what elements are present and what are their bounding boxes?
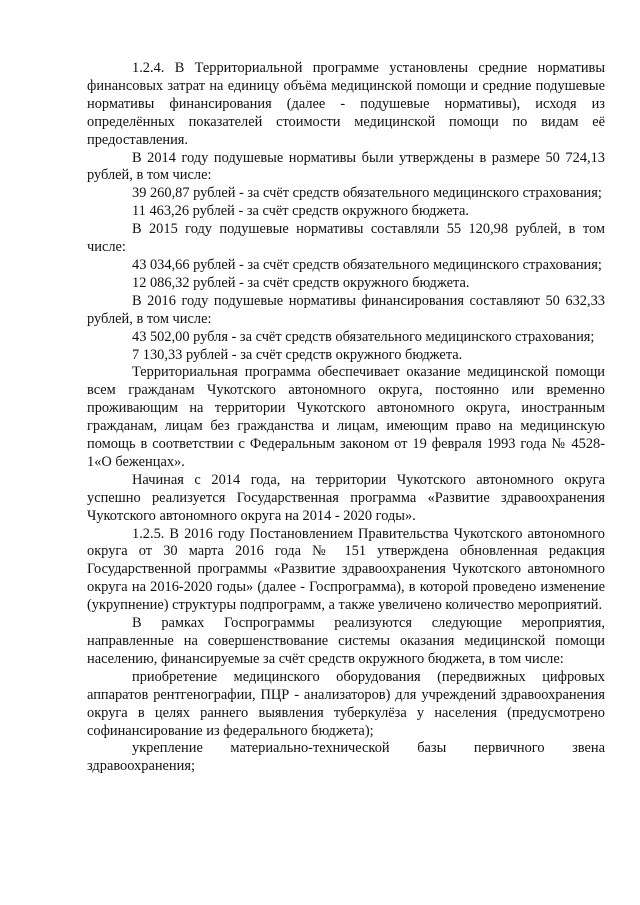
paragraph-infrastructure: укрепление материально-технической базы первичного звена здравоохранения; [87,740,605,775]
paragraph-2014-oms: 39 260,87 рублей - за счёт средств обязательного медицинского страхования; [132,185,602,202]
document-body [87,60,605,776]
paragraph-2015-norms: В 2015 году подушевые нормативы составляли 55 120,98 рублей, в том числе: [87,221,605,256]
paragraph-1-2-5: 1.2.5. В 2016 году Постановлением Правительства Чукотского автономного округа от 30 марта 2016 года № 151 утверждена обновленная редакция Государственной программы «Развитие здравоохранения Чукотского автономного округа на 2016-2020 годы» (далее - Госпрограмма), в которой проведено изменение (укрупнение) структуры подпрограмм, а также увеличено количество мероприятий. [87,525,605,614]
paragraph-2014-norms: В 2014 году подушевые нормативы были утверждены в размере 50 724,13 рублей, в том числе: [87,149,605,184]
paragraph-2016-norms: В 2016 году подушевые нормативы финансирования составляют 50 632,33 рублей, в том числе: [87,292,605,327]
paragraph-territorial-program: Территориальная программа обеспечивает оказание медицинской помощи всем гражданам Чукотского автономного округа, постоянно или временно проживающим на территории Чукотского автономного округа, иностранным гражданам, лицам без гражданства и лицам, имеющим право на медицинскую помощь в соответствии с Федеральным законом от 19 февраля 1993 года № 4528-1«О беженцах». [87,364,605,470]
paragraph-state-program: Начиная с 2014 года, на территории Чукотского автономного округа успешно реализуется Государственная программа «Развитие здравоохранения Чукотского автономного округа на 2014 - 2020 годы». [87,471,605,524]
paragraph-activities: В рамках Госпрограммы реализуются следующие мероприятия, направленные на совершенствование системы оказания медицинской помощи населению, финансируемые за счёт средств окружного бюджета, в том числе: [87,615,605,667]
paragraph-2015-oms: 43 034,66 рублей - за счёт средств обязательного медицинского страхования; [132,256,602,273]
paragraph-2014-budget: 11 463,26 рублей - за счёт средств окружного бюджета. [132,203,469,220]
paragraph-1-2-4: 1.2.4. В Территориальной программе установлены средние нормативы финансовых затрат на единицу объёма медицинской помощи и средние подушевые нормативы финансирования (далее - подушевые нормативы), исходя из определённых показателей стоимости медицинской помощи по видам её предоставления. [87,60,605,148]
paragraph-2016-oms: 43 502,00 рубля - за счёт средств обязательного медицинского страхования; [132,328,595,345]
paragraph-2016-budget: 7 130,33 рублей - за счёт средств окружного бюджета. [132,346,463,363]
paragraph-equipment: приобретение медицинского оборудования (передвижных цифровых аппаратов рентгенографии, ПЦР - анализаторов) для учреждений здравоохранения округа в целях раннего выявления туберкулёза у населения (предусмотрено софинансирование из федерального бюджета); [87,668,605,739]
paragraph-2015-budget: 12 086,32 рублей - за счёт средств окружного бюджета. [132,274,470,291]
